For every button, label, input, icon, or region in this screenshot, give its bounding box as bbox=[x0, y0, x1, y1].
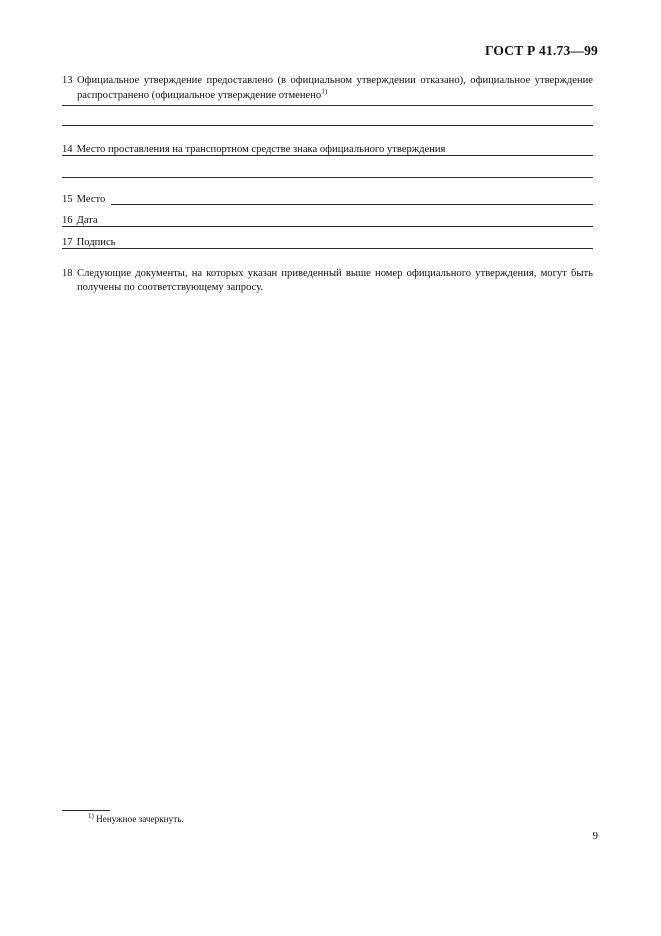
clause-14-label bbox=[62, 144, 451, 155]
clause-13-fill-line-2[interactable] bbox=[62, 125, 593, 126]
clause-17-number: 17 bbox=[62, 236, 73, 248]
standard-number-header: ГОСТ Р 41.73—99 bbox=[484, 43, 598, 58]
clause-18 bbox=[62, 267, 593, 296]
clause-15 bbox=[62, 193, 593, 208]
clause-13-number: 13 bbox=[62, 75, 73, 86]
clause-16-number: 16 bbox=[62, 215, 73, 227]
clause-16-text: Дата bbox=[76, 215, 98, 227]
clause-15-number: 15 bbox=[62, 193, 73, 205]
clause-13-body: Официальное утверждение предоставлено (в официальном утверждении отказано), официальное утверждение распространено (официальное утверждение отменено bbox=[77, 75, 593, 101]
clause-15-label bbox=[62, 194, 111, 205]
clause-17-fill-line[interactable] bbox=[62, 248, 593, 249]
page-number: 9 bbox=[592, 830, 598, 842]
footnote-separator bbox=[62, 810, 110, 811]
footnote-text: Ненужное зачеркнуть. bbox=[96, 814, 184, 824]
clause-16 bbox=[62, 214, 593, 229]
clause-16-fill-line[interactable] bbox=[62, 226, 593, 227]
clause-14 bbox=[62, 143, 593, 158]
document-body bbox=[62, 74, 593, 296]
clause-14-number: 14 bbox=[62, 144, 73, 156]
clause-18-text: Следующие документы, на которых указан приведенный выше номер официального утверждения, могут быть получены по соответствующему запросу. bbox=[77, 267, 593, 294]
clause-13-text bbox=[62, 74, 593, 103]
clause-14-fill-line-2[interactable] bbox=[62, 177, 593, 178]
clause-14-text: Место проставления на транспортном средстве знака официального утверждения bbox=[76, 144, 446, 156]
clause-15-text: Место bbox=[76, 193, 106, 205]
clause-13-footnote-marker: 1) bbox=[321, 87, 328, 96]
clause-18-number: 18 bbox=[62, 267, 73, 279]
clause-17-text: Подпись bbox=[76, 236, 116, 248]
clause-17-label bbox=[62, 237, 122, 248]
clause-13-fill-line-1[interactable] bbox=[62, 105, 593, 106]
clause-17 bbox=[62, 236, 593, 251]
footnote-marker: 1) bbox=[88, 811, 94, 820]
footnote bbox=[88, 813, 184, 826]
clause-16-label bbox=[62, 215, 104, 226]
clause-13 bbox=[62, 74, 593, 103]
clause-15-fill-line[interactable] bbox=[62, 204, 593, 205]
